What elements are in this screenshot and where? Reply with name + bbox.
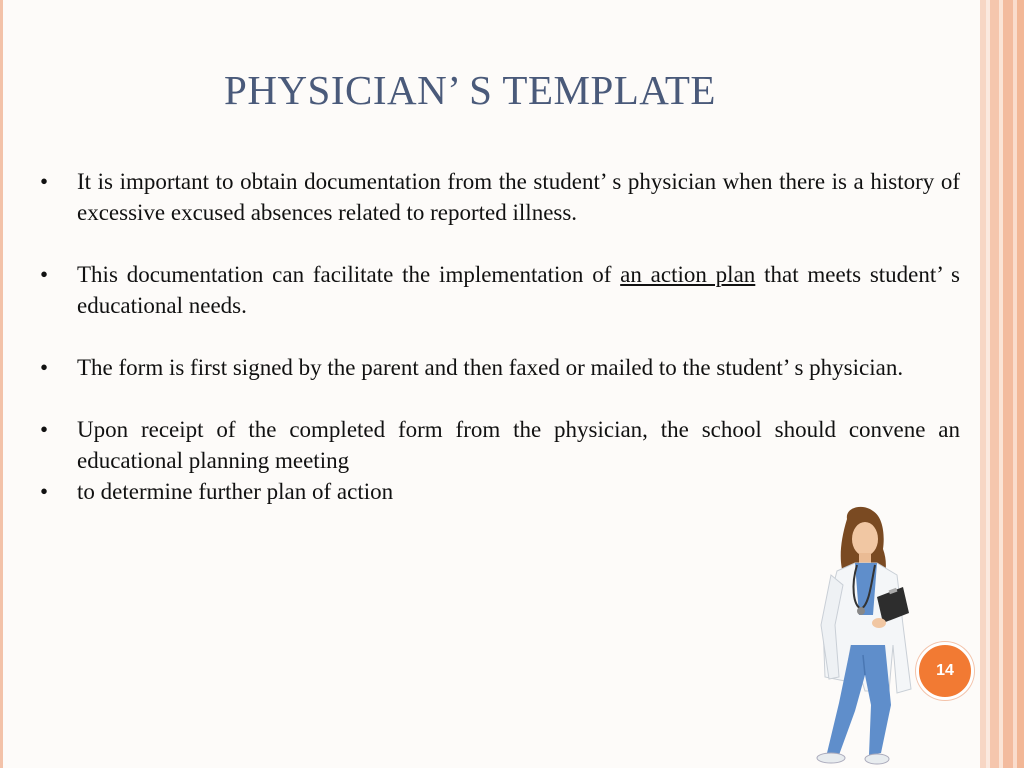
bullet-list	[40, 166, 960, 507]
bullet-item	[40, 414, 960, 476]
bullet-text-before: This documentation can facilitate the implementation of	[77, 262, 621, 287]
bullet-item	[40, 352, 960, 383]
slide-title: PHYSICIAN’ S TEMPLATE	[224, 67, 716, 113]
bullet-text: Upon receipt of the completed form from the physician, the school should convene an educational planning meeting	[77, 417, 960, 473]
bullet-text: The form is first signed by the parent and then faxed or mailed to the student’ s physician.	[77, 355, 904, 380]
doctor-illustration	[785, 505, 935, 768]
bullet-item	[40, 166, 960, 228]
bullet-icon: •	[40, 417, 49, 442]
bullet-icon: •	[40, 262, 49, 287]
bullet-text-after: that meets student’ s educational needs.	[77, 262, 960, 318]
bullet-icon: •	[40, 355, 49, 380]
bullet-text: to determine further plan of action	[77, 479, 394, 504]
bullet-icon: •	[40, 169, 49, 194]
decorative-stripes	[980, 0, 1024, 768]
action-plan-link[interactable]: an action plan	[620, 262, 756, 287]
bullet-item	[40, 476, 960, 507]
left-border	[0, 0, 3, 768]
bullet-item	[40, 259, 960, 321]
page-number-badge: 14	[916, 642, 974, 700]
bullet-text: It is important to obtain documentation from the student’ s physician when there is a history of excessive excused absences related to reported illness.	[77, 169, 960, 225]
bullet-icon: •	[40, 479, 49, 504]
